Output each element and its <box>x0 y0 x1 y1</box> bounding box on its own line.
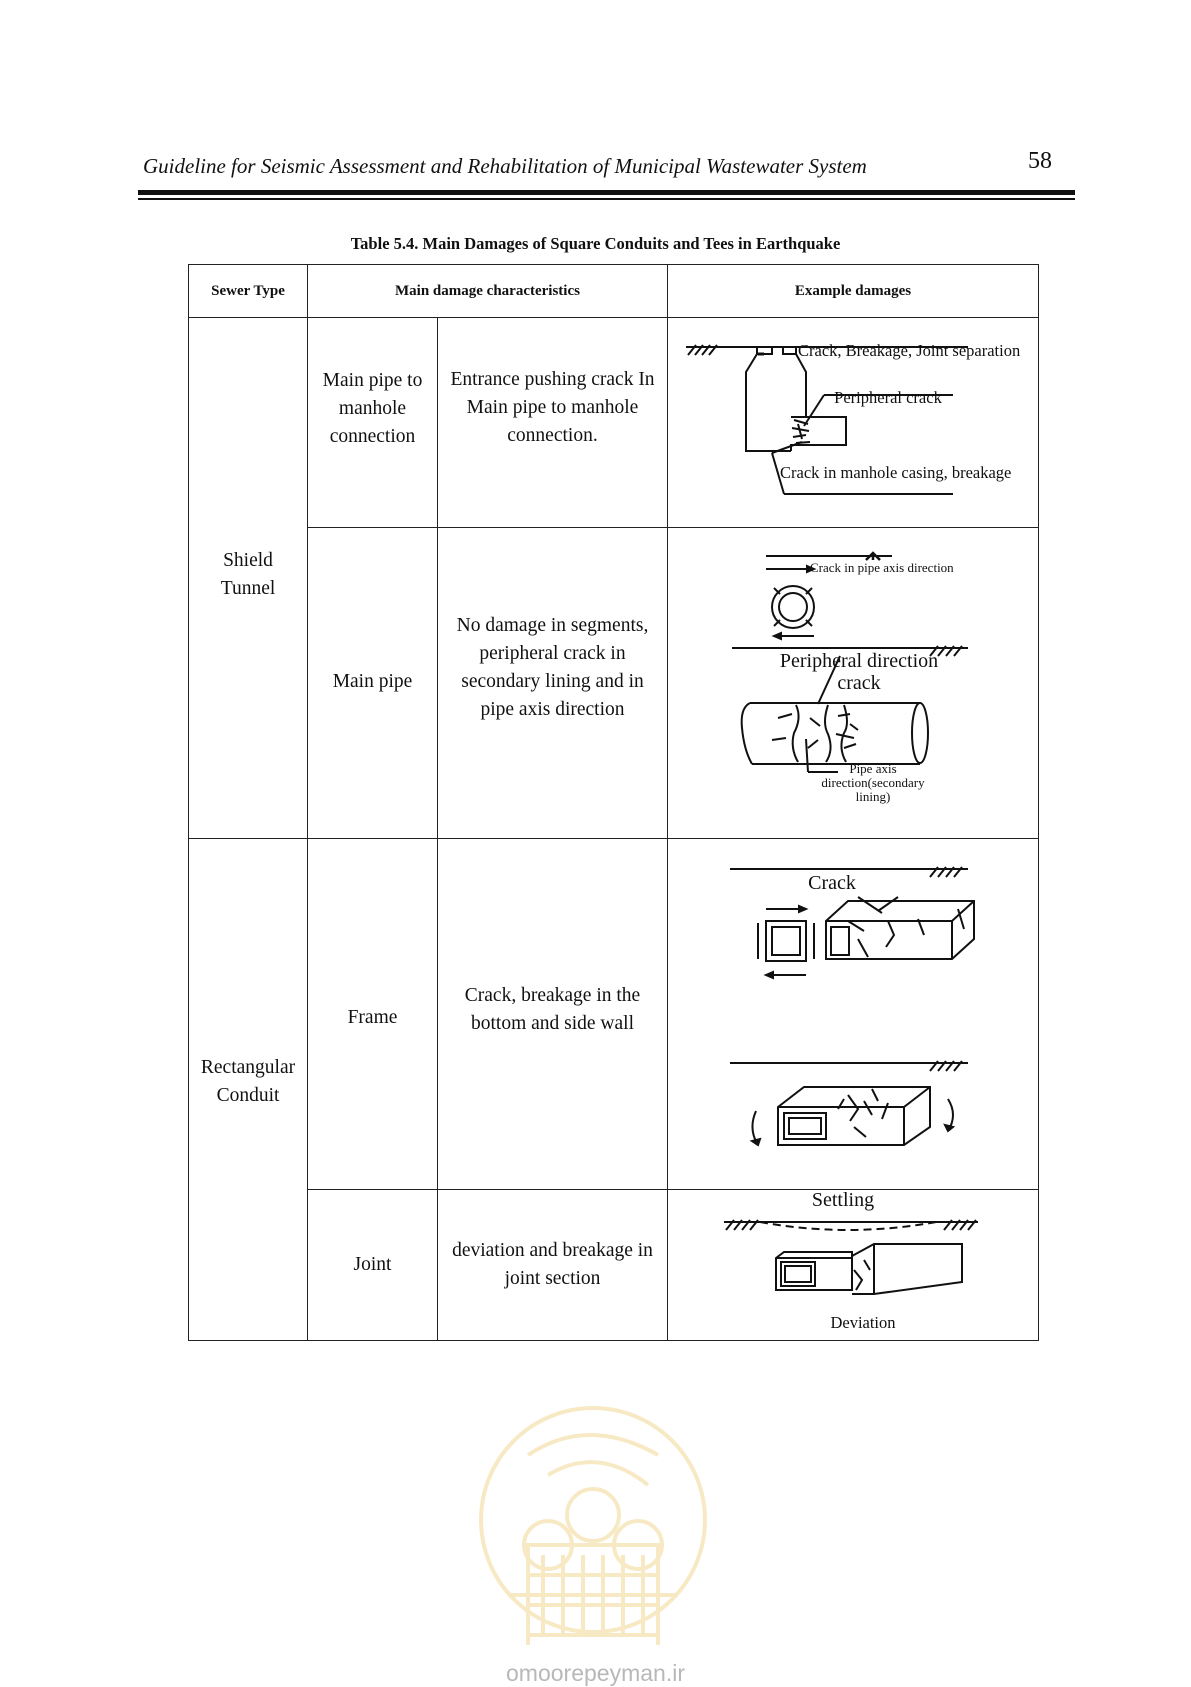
damage-location-label: Main pipe <box>332 671 413 692</box>
sewer-type-cell <box>189 318 308 839</box>
page-number: 58 <box>1028 148 1052 174</box>
watermark-site: omoorepeyman.ir <box>506 1660 685 1686</box>
damage-table <box>188 264 1039 1341</box>
column-header-sewer-type: Sewer Type <box>189 265 308 318</box>
figure-label: Crack <box>808 872 856 894</box>
example-damage-cell <box>668 528 1039 839</box>
table-row <box>189 528 1039 839</box>
figure-label: Peripheral direction crack <box>779 650 939 694</box>
watermark-logo <box>468 1395 718 1665</box>
table-caption: Table 5.4. Main Damages of Square Conduits and Tees in Earthquake <box>350 234 841 253</box>
example-damage-cell <box>668 318 1039 528</box>
example-damage-cell <box>668 1190 1039 1341</box>
column-header-example-damages: Example damages <box>668 265 1039 318</box>
damage-characteristic-cell <box>438 528 668 839</box>
example-damage-cell <box>668 839 1039 1190</box>
damage-location-cell <box>308 1190 438 1341</box>
damage-characteristic-label: deviation and breakage in joint section <box>452 1240 653 1289</box>
figure-label: Settling <box>811 1189 875 1211</box>
sewer-type-label: Shield Tunnel <box>220 550 276 599</box>
rectangular-frame-diagram <box>668 839 1038 1189</box>
figure-label: Crack in pipe axis direction <box>810 560 954 575</box>
figure-label: Crack in manhole casing, breakage <box>780 463 1012 482</box>
rectangular-joint-diagram <box>668 1190 1038 1340</box>
damage-location-cell <box>308 839 438 1190</box>
header-rule-thin <box>138 198 1075 200</box>
damage-location-cell <box>308 318 438 528</box>
running-title: Guideline for Seismic Assessment and Rehabilitation of Municipal Wastewater System <box>143 154 867 178</box>
damage-characteristic-cell <box>438 839 668 1190</box>
figure-label: Peripheral crack <box>834 388 942 407</box>
damage-characteristic-cell <box>438 1190 668 1341</box>
figure-label: Crack, Breakage, Joint separation <box>798 341 1021 360</box>
damage-characteristic-label: Entrance pushing crack In Main pipe to manhole connection. <box>450 368 655 446</box>
damage-characteristic-label: Crack, breakage in the bottom and side wall <box>464 985 641 1034</box>
page-header <box>140 150 1070 180</box>
table-header-row <box>189 265 1039 318</box>
gear-icon <box>468 1395 718 1665</box>
damage-location-label: Main pipe to manhole connection <box>322 369 423 447</box>
shield-main-pipe-diagram <box>668 528 1038 838</box>
sewer-type-label: Rectangular Conduit <box>200 1056 296 1106</box>
damage-characteristic-label: No damage in segments, peripheral crack in secondary lining and in pipe axis direction <box>456 615 649 720</box>
column-header-main-damage: Main damage characteristics <box>308 265 668 318</box>
table-row <box>189 839 1039 1190</box>
header-rule-thick <box>138 190 1075 195</box>
sewer-type-cell <box>189 839 308 1341</box>
damage-location-label: Joint <box>353 1254 392 1275</box>
table-row <box>189 318 1039 528</box>
damage-characteristic-cell <box>438 318 668 528</box>
figure-label: Deviation <box>830 1313 896 1332</box>
manhole-connection-diagram <box>668 318 1038 527</box>
damage-location-cell <box>308 528 438 839</box>
damage-location-label: Frame <box>347 1007 398 1028</box>
table-row <box>189 1190 1039 1341</box>
figure-label: Pipe axis direction(secondary lining) <box>821 761 925 805</box>
